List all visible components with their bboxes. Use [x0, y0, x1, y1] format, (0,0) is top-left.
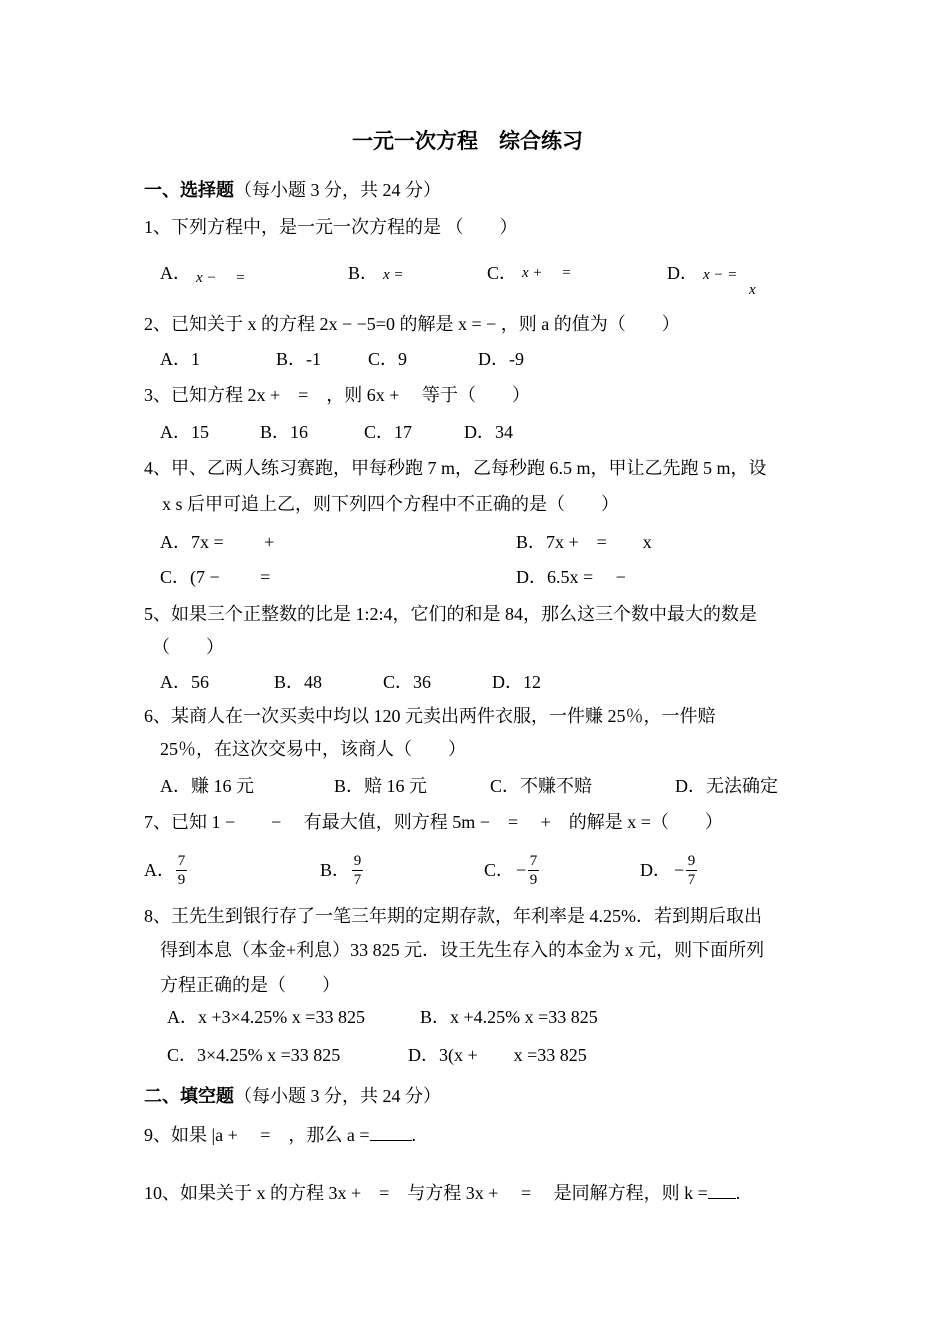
- q8-option-b: B．x +4.25% x =33 825: [420, 1007, 598, 1027]
- denominator: 7: [687, 872, 696, 888]
- question-9: [144, 1124, 416, 1146]
- q8-option-a: A．x +3×4.25% x =33 825: [167, 1007, 365, 1027]
- q8-option-c: C．3×4.25% x =33 825: [167, 1045, 341, 1065]
- q6-option-d: D．无法确定: [675, 776, 778, 796]
- q1-option-a-label: A．: [160, 263, 191, 283]
- question-4-stem-line-2: x s 后甲可追上乙，则下列四个方程中不正确的是（ ）: [162, 494, 620, 514]
- q4-option-c: C．(7 − =: [160, 567, 271, 587]
- q7-option-b-label: B．: [320, 860, 351, 880]
- q7-option-d-sign: −: [674, 860, 685, 880]
- question-6-stem-line-2: 25％，在这次交易中，该商人（ ）: [160, 739, 466, 759]
- question-5-stem-line-2: （ ）: [152, 637, 224, 657]
- answer-blank[interactable]: [370, 1140, 412, 1141]
- period: .: [411, 1125, 417, 1145]
- section-1-heading: [144, 179, 441, 201]
- question-1-stem: 1、下列方程中，是一元一次方程的是 （ ）: [144, 217, 518, 237]
- q8-option-d: D．3(x + x =33 825: [408, 1045, 587, 1065]
- q4-option-a: A．7x = +: [160, 532, 275, 552]
- q5-option-c: C．36: [383, 672, 432, 692]
- q5-option-b: B．48: [274, 672, 323, 692]
- q4-option-b: B．7x + = x: [516, 532, 652, 552]
- q1-option-d-label: D．: [667, 263, 698, 283]
- numerator: 9: [687, 853, 696, 869]
- page-title: 一元一次方程 综合练习: [352, 129, 583, 153]
- q6-option-a: A．赚 16 元: [160, 776, 254, 796]
- q1-option-c-expr: x + =: [522, 265, 572, 281]
- denominator: 7: [353, 872, 362, 888]
- question-3-stem: 3、已知方程 2x + = ，则 6x + 等于（ ）: [144, 385, 530, 405]
- numerator: 7: [529, 853, 538, 869]
- q3-option-d: D．34: [464, 422, 513, 442]
- q1-option-a-expr: x − =: [196, 270, 246, 286]
- q7-option-c-label: C．: [484, 860, 515, 880]
- q6-option-b: B．赔 16 元: [334, 776, 428, 796]
- q7-option-d-label: D．: [640, 860, 671, 880]
- q2-option-c: C．9: [368, 349, 408, 369]
- question-6-stem-line-1: 6、某商人在一次买卖中均以 120 元卖出两件衣服，一件赚 25％，一件赔: [144, 706, 716, 726]
- answer-blank[interactable]: [708, 1198, 736, 1199]
- q7-option-a-label: A．: [144, 860, 175, 880]
- q1-option-d-denominator: x: [749, 282, 756, 298]
- q1-option-b-expr: x =: [383, 267, 404, 283]
- q3-option-b: B．16: [260, 422, 309, 442]
- question-9-stem: 9、如果 |a + = ，那么 a =: [144, 1125, 370, 1145]
- denominator: 9: [177, 872, 186, 888]
- section-1-note: （每小题 3 分，共 24 分）: [234, 180, 441, 200]
- question-10: [144, 1182, 740, 1204]
- q5-option-a: A．56: [160, 672, 209, 692]
- section-1-title: 一、选择题: [144, 180, 234, 200]
- q7-option-b-fraction: [352, 852, 363, 889]
- q2-option-b: B．-1: [276, 349, 321, 369]
- question-8-stem-line-1: 8、王先生到银行存了一笔三年期的定期存款，年利率是 4.25%．若到期后取出: [144, 906, 762, 926]
- question-8-stem-line-2: 得到本息（本金+利息）33 825 元．设王先生存入的本金为 x 元，则下面所列: [160, 940, 765, 960]
- denominator: 9: [529, 872, 538, 888]
- question-5-stem-line-1: 5、如果三个正整数的比是 1:2:4，它们的和是 84，那么这三个数中最大的数是: [144, 604, 757, 624]
- q2-option-a: A．1: [160, 349, 200, 369]
- q1-option-b-label: B．: [348, 263, 379, 283]
- q7-option-d-fraction: [686, 852, 697, 889]
- q4-option-d: D．6.5x = −: [516, 567, 626, 587]
- q1-option-d-expr: x − =: [703, 267, 738, 283]
- q3-option-a: A．15: [160, 422, 209, 442]
- numerator: 7: [177, 853, 186, 869]
- q1-option-c-label: C．: [487, 263, 518, 283]
- question-10-stem: 10、如果关于 x 的方程 3x + = 与方程 3x + = 是同解方程，则 k =: [144, 1183, 708, 1203]
- section-2-note: （每小题 3 分，共 24 分）: [234, 1086, 441, 1106]
- q5-option-d: D．12: [492, 672, 541, 692]
- question-7-stem: 7、已知 1 − − 有最大值，则方程 5m − = + 的解是 x =（ ）: [144, 812, 723, 832]
- q6-option-c: C．不赚不赔: [490, 776, 593, 796]
- numerator: 9: [353, 853, 362, 869]
- q3-option-c: C．17: [364, 422, 413, 442]
- period: .: [735, 1183, 741, 1203]
- question-2-stem: 2、已知关于 x 的方程 2x − −5=0 的解是 x = − ，则 a 的值为（ ）: [144, 314, 680, 334]
- section-2-title: 二、填空题: [144, 1086, 234, 1106]
- q2-option-d: D．-9: [478, 349, 524, 369]
- section-2-heading: [144, 1085, 441, 1107]
- q7-option-a-fraction: [176, 852, 187, 889]
- q7-option-c-fraction: [528, 852, 539, 889]
- q7-option-c-sign: −: [516, 860, 527, 880]
- question-8-stem-line-3: 方程正确的是（ ）: [160, 975, 340, 995]
- question-4-stem-line-1: 4、甲、乙两人练习赛跑，甲每秒跑 7 m，乙每秒跑 6.5 m，甲让乙先跑 5 m，设: [144, 458, 767, 478]
